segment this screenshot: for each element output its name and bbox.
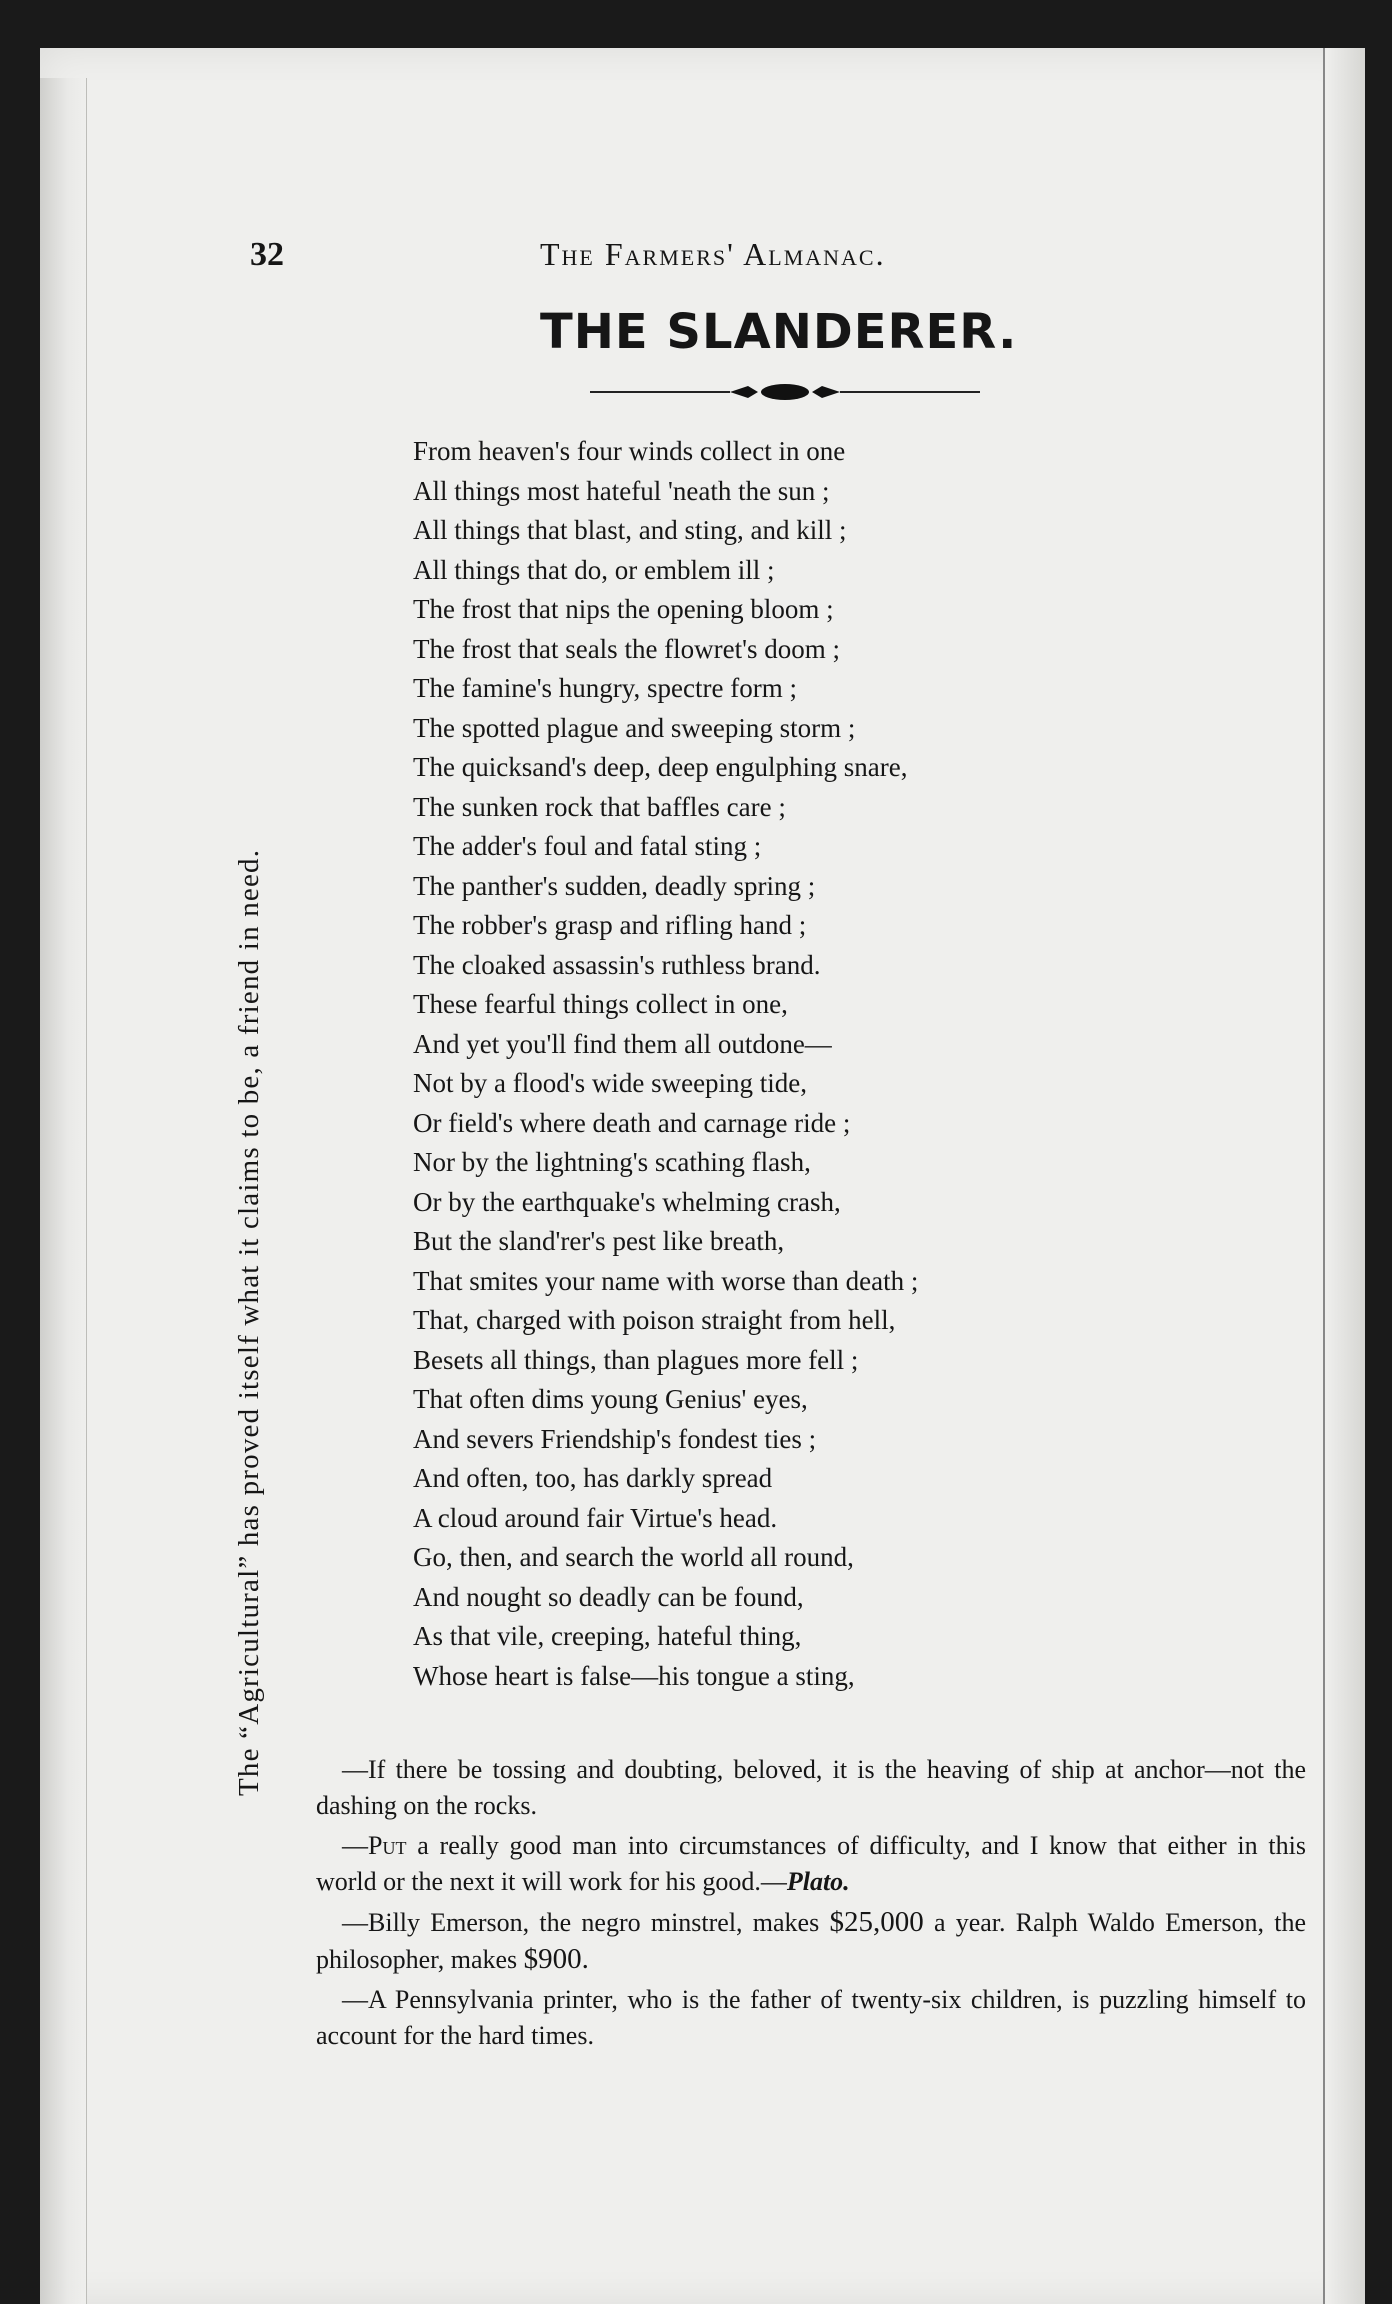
poem-line: From heaven's four winds collect in one [413,436,846,466]
poem-line: The sunken rock that baffles care ; [413,791,786,822]
poem-line: The quicksand's deep, deep engulphing snare, [413,752,908,782]
poem-body [413,432,1133,1696]
page-header [250,226,1020,286]
poem-line: As that vile, creeping, hateful thing, [413,1621,802,1651]
poem-line: Go, then, and search the world all round, [413,1542,854,1572]
poem-line: Besets all things, than plagues more fell ; [413,1344,859,1375]
note-paragraph-1: —If there be tossing and doubting, beloved, it is the heaving of ship at anchor—not the dashing on the rocks. [316,1755,1306,1820]
note-text: a really good man into circumstances of difficulty, and I know that either in this world or the next it will work for his good.— [316,1831,1306,1896]
note-dash: — [342,1831,368,1860]
poem-line: The frost that nips the opening bloom ; [413,594,834,624]
poem-line: And often, too, has darkly spread [413,1463,773,1493]
side-note-vertical: The “Agricultural” has proved itself what it claims to be, a friend in need. [233,848,265,1796]
poem-line: And nought so deadly can be found, [413,1581,804,1612]
poem-line: The panther's sudden, deadly spring ; [413,870,816,901]
page-binding [40,78,87,2304]
note-smallcaps-word: Put [368,1831,407,1860]
poem-line: That, charged with poison straight from hell, [413,1305,896,1335]
poem-line: Or field's where death and carnage ride ; [413,1107,851,1138]
note-text: a year. Ralph Waldo Emerson, the philosopher, makes [316,1908,1307,1974]
poem-line: And yet you'll find them all outdone— [413,1028,832,1059]
divider-ornament-icon [590,380,980,404]
page-number: 32 [250,236,284,273]
poem-line: That smites your name with worse than death ; [413,1265,919,1296]
poem-line: All things that do, or emblem ill ; [413,554,775,585]
poem-line: Not by a flood's wide sweeping tide, [413,1068,808,1098]
poem-line: Or by the earthquake's whelming crash, [413,1186,841,1217]
poem-line: The robber's grasp and rifling hand ; [413,910,807,940]
note-attribution: Plato. [786,1867,850,1896]
running-title: The Farmers' Almanac. [540,236,886,272]
poem-line: The famine's hungry, spectre form ; [413,673,797,703]
poem-line: And severs Friendship's fondest ties ; [413,1423,817,1454]
poem-line: The adder's foul and fatal sting ; [413,831,762,861]
poem-line: All things that blast, and sting, and kill ; [413,515,847,545]
note-paragraph-2 [316,1828,1306,1900]
page-edge [1323,48,1365,2304]
note-paragraph-3 [316,1904,1306,1978]
poem-line: Whose heart is false—his tongue a sting, [413,1660,855,1691]
poem-line: But the sland'rer's pest like breath, [413,1226,785,1256]
poem-line: That often dims young Genius' eyes, [413,1384,808,1414]
poem-line: A cloud around fair Virtue's head. [413,1502,778,1533]
poem-line: The cloaked assassin's ruthless brand. [413,949,821,980]
poem-line: The spotted plague and sweeping storm ; [413,712,856,743]
poem-line: These fearful things collect in one, [413,989,788,1019]
note-paragraph-4: —A Pennsylvania printer, who is the father of twenty-six children, is puzzling himself to account for the hard times. [316,1985,1306,2050]
notes-section [316,1752,1306,2058]
note-amount: $25,000 [829,1906,924,1938]
poem-line: Nor by the lightning's scathing flash, [413,1147,811,1177]
poem-line: The frost that seals the flowret's doom ; [413,633,841,664]
poem-line: All things most hateful 'neath the sun ; [413,475,830,506]
poem-title: THE SLANDERER. [540,304,1018,360]
note-amount: $900. [523,1943,589,1975]
note-text: —Billy Emerson, the negro minstrel, makes [342,1908,830,1937]
